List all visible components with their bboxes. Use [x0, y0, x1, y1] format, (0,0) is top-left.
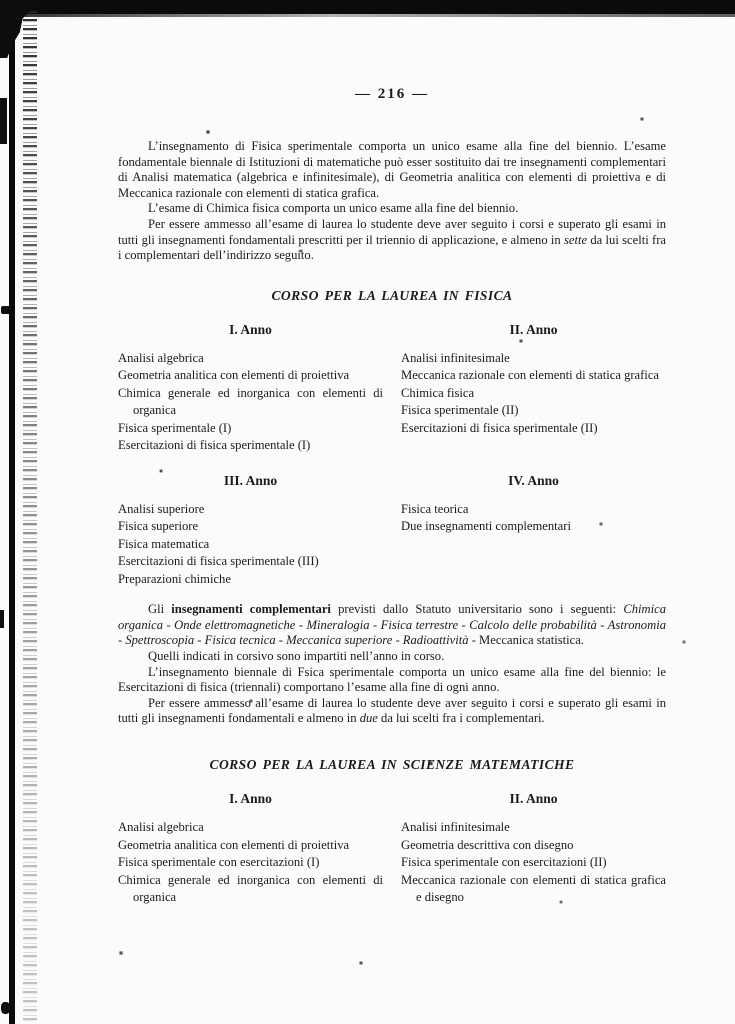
course-item: Meccanica razionale con elementi di statica grafica e disegno: [401, 872, 666, 904]
year-header-fisica-1: I. Anno: [229, 321, 272, 337]
paragraph-intro-3: [118, 217, 666, 264]
text-segment: L’insegnamento di Fisica sperimentale comporta un unico esame alla fine del biennio. L’esame fondamentale biennale di Istituzioni di matematiche può esser sostituito dai tre insegnamenti complementari di Analisi matematica (algebrica e infinitesimale), di Geometria analitica con elementi di proiettiva e di Meccanica razionale con elementi di statica grafica.: [118, 139, 666, 200]
course-item: Esercitazioni di fisica sperimentale (II): [401, 420, 598, 435]
course-item: Chimica generale ed inorganica con elementi di organica: [118, 385, 383, 418]
text-segment: sette: [564, 232, 588, 247]
text-segment: insegnamenti complementari: [171, 602, 331, 617]
year-header-fisica-2: II. Anno: [509, 321, 558, 337]
text-segment: L’insegnamento biennale di Fsica sperimentale comporta un unico esame alla fine del biennio: le Esercitazioni di fisica (triennali) comportano l’esame alla fine di ogni anno.: [118, 664, 666, 695]
course-item: Chimica generale ed inorganica con elementi di organica: [118, 872, 383, 904]
course-item: Analisi infinitesimale: [401, 350, 510, 365]
scan-binding-line-left: [9, 0, 15, 1024]
page-content: [118, 86, 666, 907]
year-header-matematiche-1: I. Anno: [229, 791, 272, 806]
course-item: Chimica fisica: [401, 385, 475, 400]
scan-mark: [0, 98, 7, 144]
course-list-fisica-2: [401, 350, 666, 438]
year-column-fisica-2: [401, 322, 666, 455]
course-list-matematiche-1: [118, 819, 383, 907]
course-item: Fisica sperimentale con esercitazioni (I): [118, 855, 320, 869]
text-segment: Meccanica statistica.: [479, 633, 584, 648]
course-item: Due insegnamenti complementari: [401, 519, 571, 534]
scan-mark: [0, 610, 4, 628]
year-column-fisica-4: [401, 473, 666, 589]
paragraph-ammesso: [118, 696, 666, 727]
year-column-fisica-1: [118, 322, 383, 455]
course-item: Geometria analitica con elementi di proiettiva: [118, 837, 350, 852]
scan-speckles: [0, 0, 2, 2]
paragraph-corsivo: [118, 649, 666, 665]
course-list-fisica-4: [401, 501, 666, 536]
course-item: Meccanica razionale con elementi di statica grafica: [401, 368, 660, 383]
course-list-fisica-3: [118, 501, 383, 589]
course-item: Fisica teorica: [401, 501, 469, 516]
section-title-fisica: CORSO PER LA LAUREA IN FISICA: [271, 287, 513, 303]
course-item: Analisi infinitesimale: [401, 820, 510, 834]
course-item: Analisi superiore: [118, 501, 205, 516]
year-header-matematiche-2: II. Anno: [509, 791, 558, 806]
course-item: Analisi algebrica: [118, 820, 204, 834]
text-segment: previsti dallo Statuto universitario sono i seguenti:: [330, 602, 624, 617]
course-item: Preparazioni chimiche: [118, 571, 231, 586]
scan-binding-noise-strip: [23, 10, 37, 1024]
scan-mark: [1, 1002, 10, 1014]
course-item: Fisica sperimentale con esercitazioni (II): [401, 855, 607, 869]
paragraph-intro-1: [118, 139, 666, 201]
text-segment: due: [359, 711, 378, 726]
text-segment: Chimica organica - Onde elettromagnetiche - Mineralogia - Fisica terrestre - Calcolo delle probabilità - Astronomia - Spettroscopia - Fisica tecnica - Meccanica superiore - Radioattività -: [118, 602, 666, 648]
course-item: Esercitazioni di fisica sperimentale (III): [118, 554, 319, 569]
year-row-fisica-3-4: [118, 473, 666, 589]
course-list-fisica-1: [118, 350, 383, 455]
text-segment: Quelli indicati in corsivo sono impartiti nell’anno in corso.: [148, 649, 445, 664]
scan-binding-bar-top: [0, 0, 735, 14]
paragraph-biennale: [118, 665, 666, 696]
course-item: Fisica matematica: [118, 536, 210, 551]
year-column-matematiche-1: [118, 791, 383, 907]
course-item: Geometria descrittiva con disegno: [401, 837, 574, 852]
middle-paragraph-block: [118, 602, 666, 727]
text-segment: L’esame di Chimica fisica comporta un unico esame alla fine del biennio.: [148, 201, 519, 216]
year-column-matematiche-2: [401, 791, 666, 907]
year-column-fisica-3: [118, 473, 383, 589]
text-segment: Gli: [148, 602, 172, 617]
course-item: Esercitazioni di fisica sperimentale (I): [118, 438, 311, 453]
page-number: — 216 —: [355, 86, 429, 102]
scan-mark: [1, 306, 11, 314]
year-header-fisica-4: IV. Anno: [508, 472, 559, 488]
course-item: Fisica sperimentale (I): [118, 420, 232, 435]
year-header-fisica-3: III. Anno: [223, 472, 278, 488]
course-item: Geometria analitica con elementi di proiettiva: [118, 368, 350, 383]
text-segment: Per essere ammesso all’esame di laurea lo studente deve aver seguito i corsi e superato gli esami in tutti gli insegnamenti fondamentali e almeno in: [118, 695, 666, 726]
text-segment: Per essere ammesso all’esame di laurea lo studente deve aver seguito i corsi e superato gli esami in tutti gli insegnamenti fondamentali prescritti per il triennio di applicazione, e almeno in: [118, 216, 666, 247]
section-title-scienze-matematiche: CORSO PER LA LAUREA IN SCIENZE MATEMATICHE: [209, 757, 575, 772]
course-item: Fisica sperimentale (II): [401, 403, 519, 418]
course-item: Analisi algebrica: [118, 350, 204, 365]
text-segment: da lui scelti fra i complementari dell’indirizzo seguito.: [118, 232, 666, 263]
paragraph-complementari: [118, 602, 666, 649]
text-segment: da lui scelti fra i complementari.: [377, 711, 545, 726]
paragraph-intro-2: [118, 201, 666, 217]
year-row-matematiche-1-2: [118, 791, 666, 907]
year-row-fisica-1-2: [118, 322, 666, 455]
course-list-matematiche-2: [401, 819, 666, 907]
course-item: Fisica superiore: [118, 519, 199, 534]
